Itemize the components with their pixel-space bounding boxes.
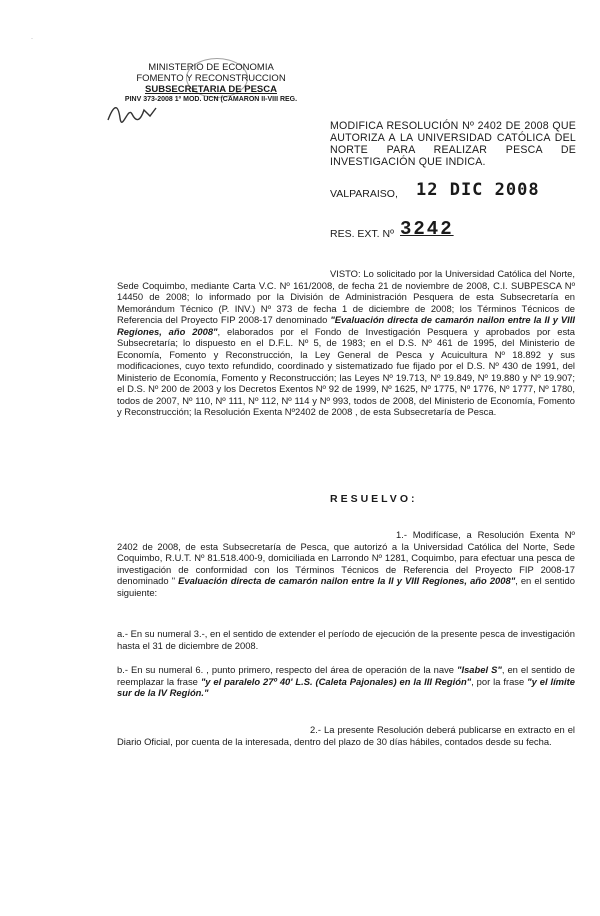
item-b-quote-2: "y el límite sur de la IV Región." xyxy=(117,675,575,698)
item-b-paragraph xyxy=(117,664,575,699)
visto-paragraph xyxy=(117,268,575,418)
item-1-text-1: 1.- Modifícase, a Resolución Exenta Nº 2402 de 2008, de esta Subsecretaría de Pesca, que autorizó a la Universidad Católica del Norte, Sede Coquimbo, R.U.T. Nº 81.518.400-9, domiciliada en Larrondo Nº 1281, Coquimbo, para efectuar una pesca de investigación de conformidad con los Términos Técnicos de Referencia del Proyecto FIP 2008-17 denominado " xyxy=(117,529,575,586)
item-1-project-name: Evaluación directa de camarón nailon entre la II y VIII Regiones, año 2008" xyxy=(178,575,516,586)
header-subsecretaria: SUBSECRETARIA DE PESCA xyxy=(145,84,277,95)
visto-text-2: , elaborados por el Fondo de Investigación Pesquera y aprobados por esta Subsecretaría; lo dispuesto en el D.F.L. Nº 5, de 1983; en el D.S. Nº 461 de 1995, del Ministerio de Economía, Fomento y Reconstrucción, la Ley General de Pesca y Acuicultura Nº 18.892 y sus modificaciones, cuyo texto refundido, coordinado y sistematizado fue fijado por el D.S. Nº 430 de 1991, del Ministerio de Economía, Fomento y Reconstrucción; las Leyes Nº 19.713, Nº 19.849, Nº 19.880 y Nº 19.907; el D.S. Nº 200 de 2003 y los Decretos Exentos Nº 92 de 1999, Nº 1625, Nº 1775, Nº 1776, Nº 1777, Nº 1780, todos de 2007, Nº 110, Nº 111, Nº 112, Nº 114 y Nº 993, todos de 2008, del Ministerio de Economía, Fomento y Reconstrucción; la Resolución Exenta Nº2402 de 2008 , de esta Subsecretaría de Pesca. xyxy=(117,325,576,417)
resolution-number: 3242 xyxy=(400,218,454,240)
header-ministry-2: FOMENTO Y RECONSTRUCCION xyxy=(136,73,286,84)
resolution-label: RES. EXT. Nº xyxy=(330,228,394,240)
resuelvo-heading: RESUELVO: xyxy=(330,493,418,505)
item-b-quote-1: "y el paralelo 27º 40' L.S. (Caleta Pajonales) en la III Región" xyxy=(200,675,472,687)
item-b-text-3: , por la frase xyxy=(471,675,528,687)
item-2-paragraph: 2.- La presente Resolución deberá publicarse en extracto en el Diario Oficial, por cuenta de la interesada, dentro del plazo de 30 días hábiles, contados desde su fecha. xyxy=(117,724,575,747)
scan-mark: · xyxy=(31,36,33,42)
ministry-header xyxy=(96,62,326,104)
item-b-vessel: "Isabel S" xyxy=(457,664,502,675)
visto-project-name: "Evaluación directa de camarón nailon entre la II y VIII Regiones, año 2008" xyxy=(117,314,575,337)
item-1-paragraph xyxy=(117,529,575,598)
item-b-text-1: b.- En su numeral 6. , punto primero, respecto del área de operación de la nave xyxy=(117,664,458,675)
header-ministry: MINISTERIO DE ECONOMIA xyxy=(148,62,274,73)
header-reference-code: PINV 373-2008 1º MOD. UCN (CAMARON II-VIII REG. xyxy=(124,96,298,103)
place-label: VALPARAISO, xyxy=(330,188,398,200)
document-title: MODIFICA RESOLUCIÓN Nº 2402 DE 2008 QUE AUTORIZA A LA UNIVERSIDAD CATÓLICA DEL NORTE PARA REALIZAR PESCA DE INVESTIGACIÓN QUE INDICA. xyxy=(330,120,576,168)
signature-icon xyxy=(104,100,164,126)
visto-text-1: VISTO: Lo solicitado por la Universidad Católica del Norte, Sede Coquimbo, mediante Carta V.C. Nº 161/2008, de fecha 21 de noviembre de 2008, C.I. SUBPESCA Nº 14450 de 2008; lo informado por la División de Administración Pesquera de esta Subsecretaría en Memorándum Técnico (P. INV.) Nº 373 de fecha 1 de diciembre de 2008; los Términos Técnicos de Referencia del Proyecto FIP 2008-17 denominado xyxy=(117,268,575,325)
date-stamp: 12 DIC 2008 xyxy=(416,180,540,200)
item-a-paragraph: a.- En su numeral 3.-, en el sentido de extender el período de ejecución de la presente pesca de investigación hasta el 31 de diciembre de 2008. xyxy=(117,628,575,651)
item-1-text-2: , en el sentido siguiente: xyxy=(117,575,575,598)
item-b-text-2: , en el sentido de reemplazar la frase xyxy=(117,664,575,687)
